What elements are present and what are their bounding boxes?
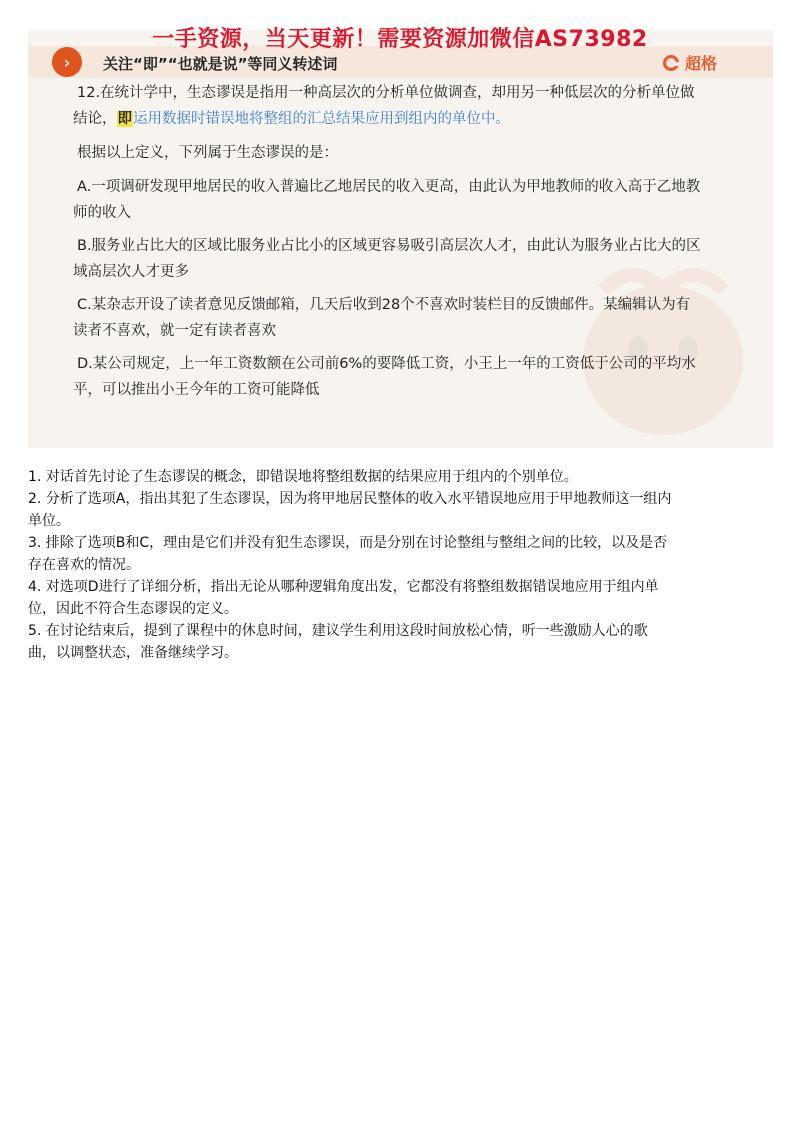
question-stem-line2 — [73, 106, 747, 132]
question-stem — [73, 80, 747, 132]
chevron-right-icon: › — [52, 47, 82, 77]
watermark-banner: 一手资源，当天更新！需要资源加微信AS73982 — [152, 27, 648, 52]
option-line: B.服务业占比大的区域比服务业占比小的区域更容易吸引高层次人才，由此认为服务业占比大的区 — [77, 238, 701, 254]
definition-highlight: 运用数据时错误地将整组的汇总结果应用到组内的单位中。 — [133, 111, 510, 127]
option-a — [73, 174, 747, 226]
brand-logo — [663, 51, 717, 74]
brand-g-icon — [663, 55, 679, 71]
summary-line: 4. 对选项D进行了详细分析，指出无论从哪种逻辑角度出发，它都没有将整组数据错误地应用于组内单 — [28, 579, 659, 595]
question-stem-line1: 12.在统计学中，生态谬误是指用一种高层次的分析单位做调查，却用另一种低层次的分析单位做 — [77, 85, 695, 101]
option-b — [73, 233, 747, 285]
summary-line: 位，因此不符合生态谬误的定义。 — [28, 601, 238, 617]
brand-name: 超格 — [685, 54, 718, 73]
keyword-highlight: 即 — [117, 111, 132, 127]
option-line: A.一项调研发现甲地居民的收入普遍比乙地居民的收入更高，由此认为甲地教师的收入高于乙地教 — [77, 179, 701, 195]
option-c — [73, 292, 747, 344]
question-stem-prefix: 结论， — [73, 111, 117, 127]
summary-line: 存在喜欢的情况。 — [28, 557, 140, 573]
question-prompt: 根据以上定义，下列属于生态谬误的是： — [77, 145, 338, 161]
option-line: 读者不喜欢，就一定有读者喜欢 — [73, 323, 276, 339]
option-d — [73, 351, 747, 403]
summary-notes — [28, 466, 773, 664]
option-line: D.某公司规定，上一年工资数额在公司前6%的要降低工资，小王上一年的工资低于公司的平均水 — [77, 356, 696, 372]
summary-line: 3. 排除了选项B和C，理由是它们并没有犯生态谬误，而是分别在讨论整组与整组之间的比较，以及是否 — [28, 535, 668, 551]
summary-line: 1. 对话首先讨论了生态谬误的概念，即错误地将整组数据的结果应用于组内的个别单位。 — [28, 469, 578, 485]
summary-line: 5. 在讨论结束后，提到了课程中的休息时间，建议学生利用这段时间放松心情，听一些激励人心的歌 — [28, 623, 648, 639]
header-title: 关注“即”“也就是说”等同义转述词 — [103, 55, 338, 73]
summary-line: 单位。 — [28, 513, 70, 529]
summary-line: 2. 分析了选项A，指出其犯了生态谬误，因为将甲地居民整体的收入水平错误地应用于甲地教师这一组内 — [28, 491, 672, 507]
summary-line: 曲，以调整状态，准备继续学习。 — [28, 645, 238, 661]
option-line: 域高层次人才更多 — [73, 264, 189, 280]
option-line: 平，可以推出小王今年的工资可能降低 — [73, 382, 320, 398]
option-line: 师的收入 — [73, 205, 131, 221]
option-line: C.某杂志开设了读者意见反馈邮箱，几天后收到28个不喜欢时装栏目的反馈邮件。某编辑认为有 — [77, 297, 691, 313]
